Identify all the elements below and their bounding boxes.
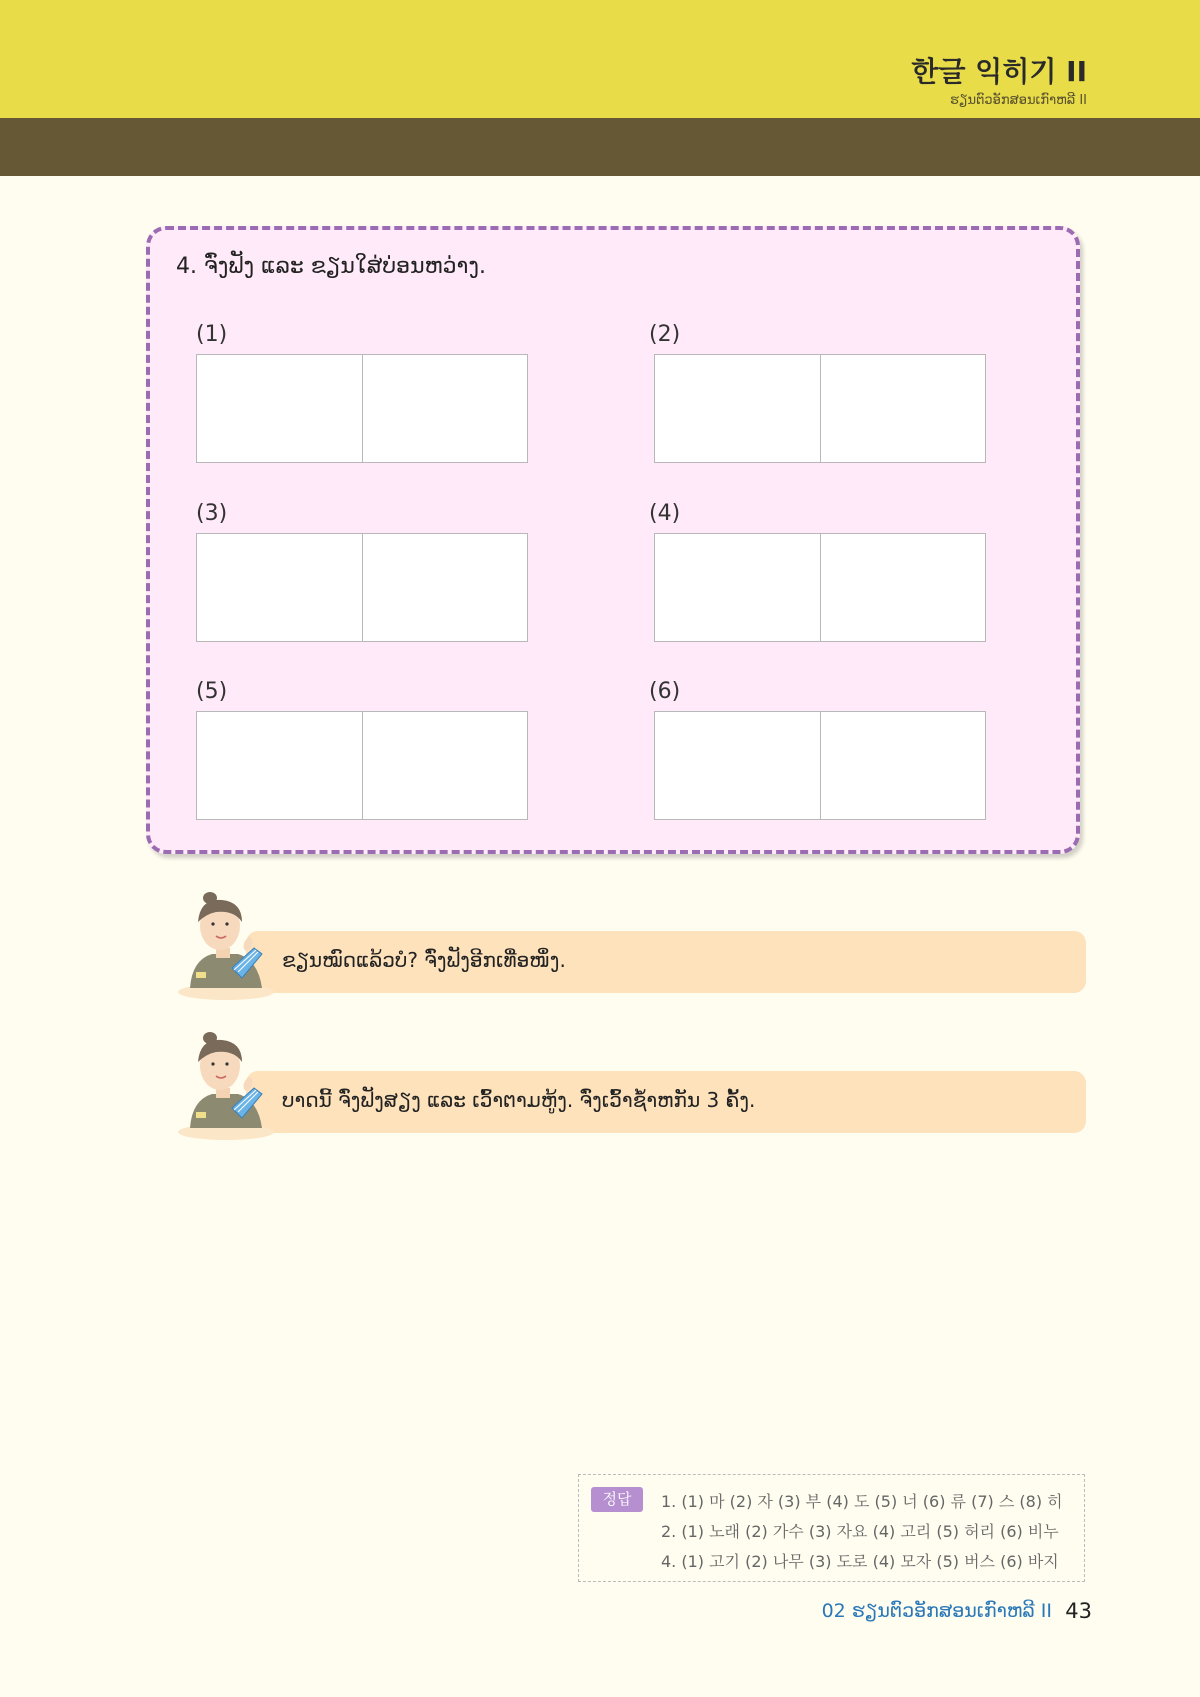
item-label-2: (2) xyxy=(649,322,681,347)
item-label-6: (6) xyxy=(649,679,681,704)
answer-cell[interactable] xyxy=(197,534,362,641)
answer-cell[interactable] xyxy=(362,355,528,462)
answer-cell[interactable] xyxy=(362,534,528,641)
tip-bubble-1 xyxy=(246,931,1086,993)
chapter-subtitle: ຮຽນຕົວອັກສອນເກົາຫລີ II xyxy=(950,93,1087,108)
tip-text-2: ບາດນີ້ ຈົ່ງຟັງສຽງ ແລະ ເວົ້າຕາມຫູ້ງ. ຈົ່ງເວົ້າຊ້ຳຫກັນ 3 ຄັ້ງ. xyxy=(282,1088,756,1112)
answer-cell[interactable] xyxy=(655,712,820,819)
answer-box-pair-1[interactable] xyxy=(196,354,528,463)
exercise-question: 4. ຈົ່ງຟັງ ແລະ ຂຽນໃສ່ບ່ອນຫວ່າງ. xyxy=(176,254,486,279)
answer-cell[interactable] xyxy=(655,355,820,462)
answer-cell[interactable] xyxy=(197,712,362,819)
answer-cell[interactable] xyxy=(820,712,986,819)
header-dark-band xyxy=(0,118,1200,176)
answer-line-2: 2. (1) 노래 (2) 가수 (3) 자요 (4) 고리 (5) 허리 (6) 비누 xyxy=(661,1522,1059,1541)
answer-cell[interactable] xyxy=(655,534,820,641)
answer-box-pair-4[interactable] xyxy=(654,533,986,642)
teacher-character-icon xyxy=(176,1032,288,1140)
item-label-5: (5) xyxy=(196,679,228,704)
item-label-1: (1) xyxy=(196,322,228,347)
answer-cell[interactable] xyxy=(362,712,528,819)
item-label-3: (3) xyxy=(196,501,228,526)
answer-line-1: 1. (1) 마 (2) 자 (3) 부 (4) 도 (5) 너 (6) 류 (7) 스 (8) 히 xyxy=(661,1492,1063,1511)
answer-cell[interactable] xyxy=(197,355,362,462)
page-number: 43 xyxy=(1065,1599,1092,1623)
answer-box-pair-5[interactable] xyxy=(196,711,528,820)
answer-box-pair-2[interactable] xyxy=(654,354,986,463)
item-label-4: (4) xyxy=(649,501,681,526)
exercise-panel xyxy=(146,226,1080,854)
answer-line-3: 4. (1) 고기 (2) 나무 (3) 도로 (4) 모자 (5) 버스 (6) 바지 xyxy=(661,1552,1059,1571)
teacher-character-icon xyxy=(176,892,288,1000)
tip-text-1: ຂຽນໝົດແລ້ວບໍ? ຈົ່ງຟັງອີກເທື່ອໜຶ່ງ. xyxy=(282,948,566,972)
tip-bubble-2 xyxy=(246,1071,1086,1133)
answer-key xyxy=(578,1474,1085,1582)
answer-cell[interactable] xyxy=(820,355,986,462)
answer-box-pair-3[interactable] xyxy=(196,533,528,642)
answer-badge: 정답 xyxy=(591,1487,643,1512)
answer-box-pair-6[interactable] xyxy=(654,711,986,820)
answer-cell[interactable] xyxy=(820,534,986,641)
chapter-title: 한글 익히기 II xyxy=(911,55,1087,88)
footer-section-title: 02 ຮຽນຕົວອັກສອນເກົາຫລີ II xyxy=(821,1600,1052,1622)
